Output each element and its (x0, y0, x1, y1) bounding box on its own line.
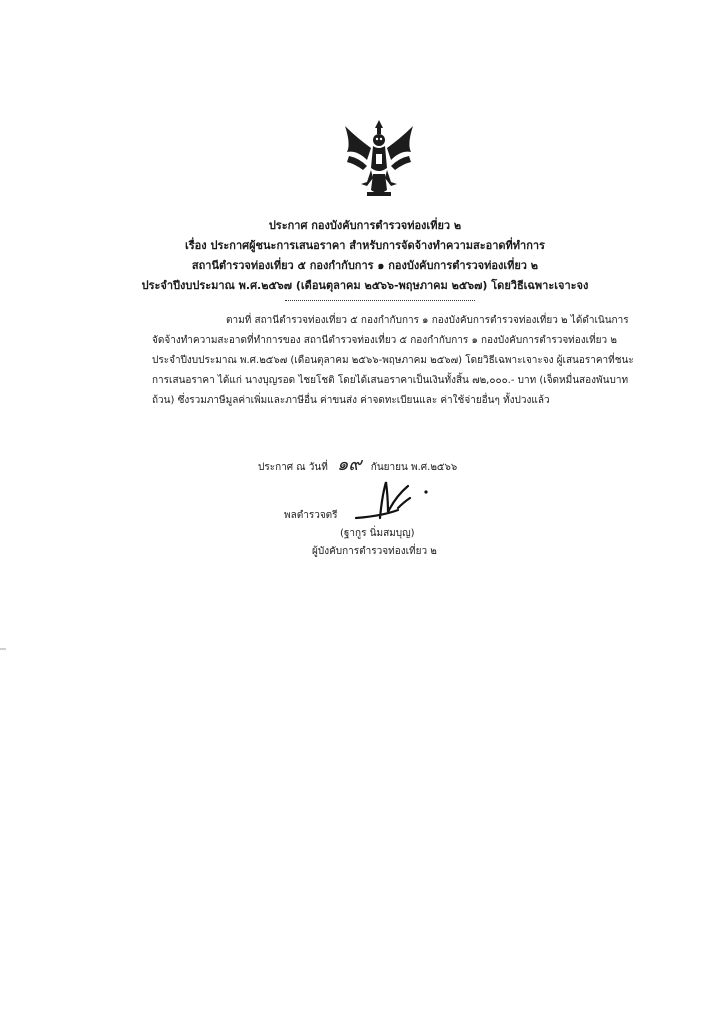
signatory-position: ผู้บังคับการตำรวจท่องเที่ยว ๒ (312, 546, 437, 557)
announcement-date (258, 456, 457, 477)
heading-line-4: ประจำปีงบประมาณ พ.ศ.๒๕๖๗ (เดือนตุลาคม ๒๕๖๖-พฤษภาคม ๒๕๖๗) โดยวิธีเฉพาะเจาะจง (141, 279, 589, 292)
announce-prefix: ประกาศ ณ วันที่ (258, 462, 328, 473)
announce-day: ๑๙ (336, 454, 362, 475)
heading-line-1: ประกาศ กองบังคับการตำรวจท่องเที่ยว ๒ (268, 219, 462, 232)
heading-line-2: เรื่อง ประกาศผู้ชนะการเสนอราคา สำหรับการจัดจ้างทำความสะอาดที่ทำการ (185, 239, 545, 252)
body-line-1: ตามที่ สถานีตำรวจท่องเที่ยว ๕ กองกำกับการ ๑ กองบังคับการตำรวจท่องเที่ยว ๒ ได้ดำเนินการ (226, 315, 629, 326)
signatory-rank: พลตำรวจตรี (284, 510, 338, 521)
body-line-4: การเสนอราคา ได้แก่ นางบุญรอด ไชยโชติ โดยได้เสนอราคาเป็นเงินทั้งสิ้น ๗๒,๐๐๐.- บาท (เจ็ดหมื่นสองพันบาท (152, 375, 629, 386)
dotted-divider (285, 296, 475, 301)
body-line-3: ประจำปีงบประมาณ พ.ศ.๒๕๖๗ (เดือนตุลาคม ๒๕๖๖-พฤษภาคม ๒๕๖๗) โดยวิธีเฉพาะเจาะจง ผู้เสนอราคาที่ชนะ (152, 355, 634, 366)
body-line-2: จัดจ้างทำความสะอาดที่ทำการของ สถานีตำรวจท่องเที่ยว ๕ กองกำกับการ ๑ กองบังคับการตำรวจท่องเที่ยว ๒ (152, 335, 617, 346)
scan-mark (0, 648, 6, 650)
body-line-5: ถ้วน) ซึ่งรวมภาษีมูลค่าเพิ่มและภาษีอื่น ค่าขนส่ง ค่าจดทะเบียนและ ค่าใช้จ่ายอื่นๆ ทั้งปวงแล้ว (152, 395, 550, 406)
handwritten-signature (352, 478, 442, 526)
signatory-name: (ฐากูร นิ่มสมบุญ) (340, 528, 415, 539)
announce-suffix: กันยายน พ.ศ.๒๕๖๖ (370, 462, 458, 473)
heading-line-3: สถานีตำรวจท่องเที่ยว ๕ กองกำกับการ ๑ กองบังคับการตำรวจท่องเที่ยว ๒ (191, 259, 539, 272)
garuda-emblem-icon (337, 116, 421, 200)
